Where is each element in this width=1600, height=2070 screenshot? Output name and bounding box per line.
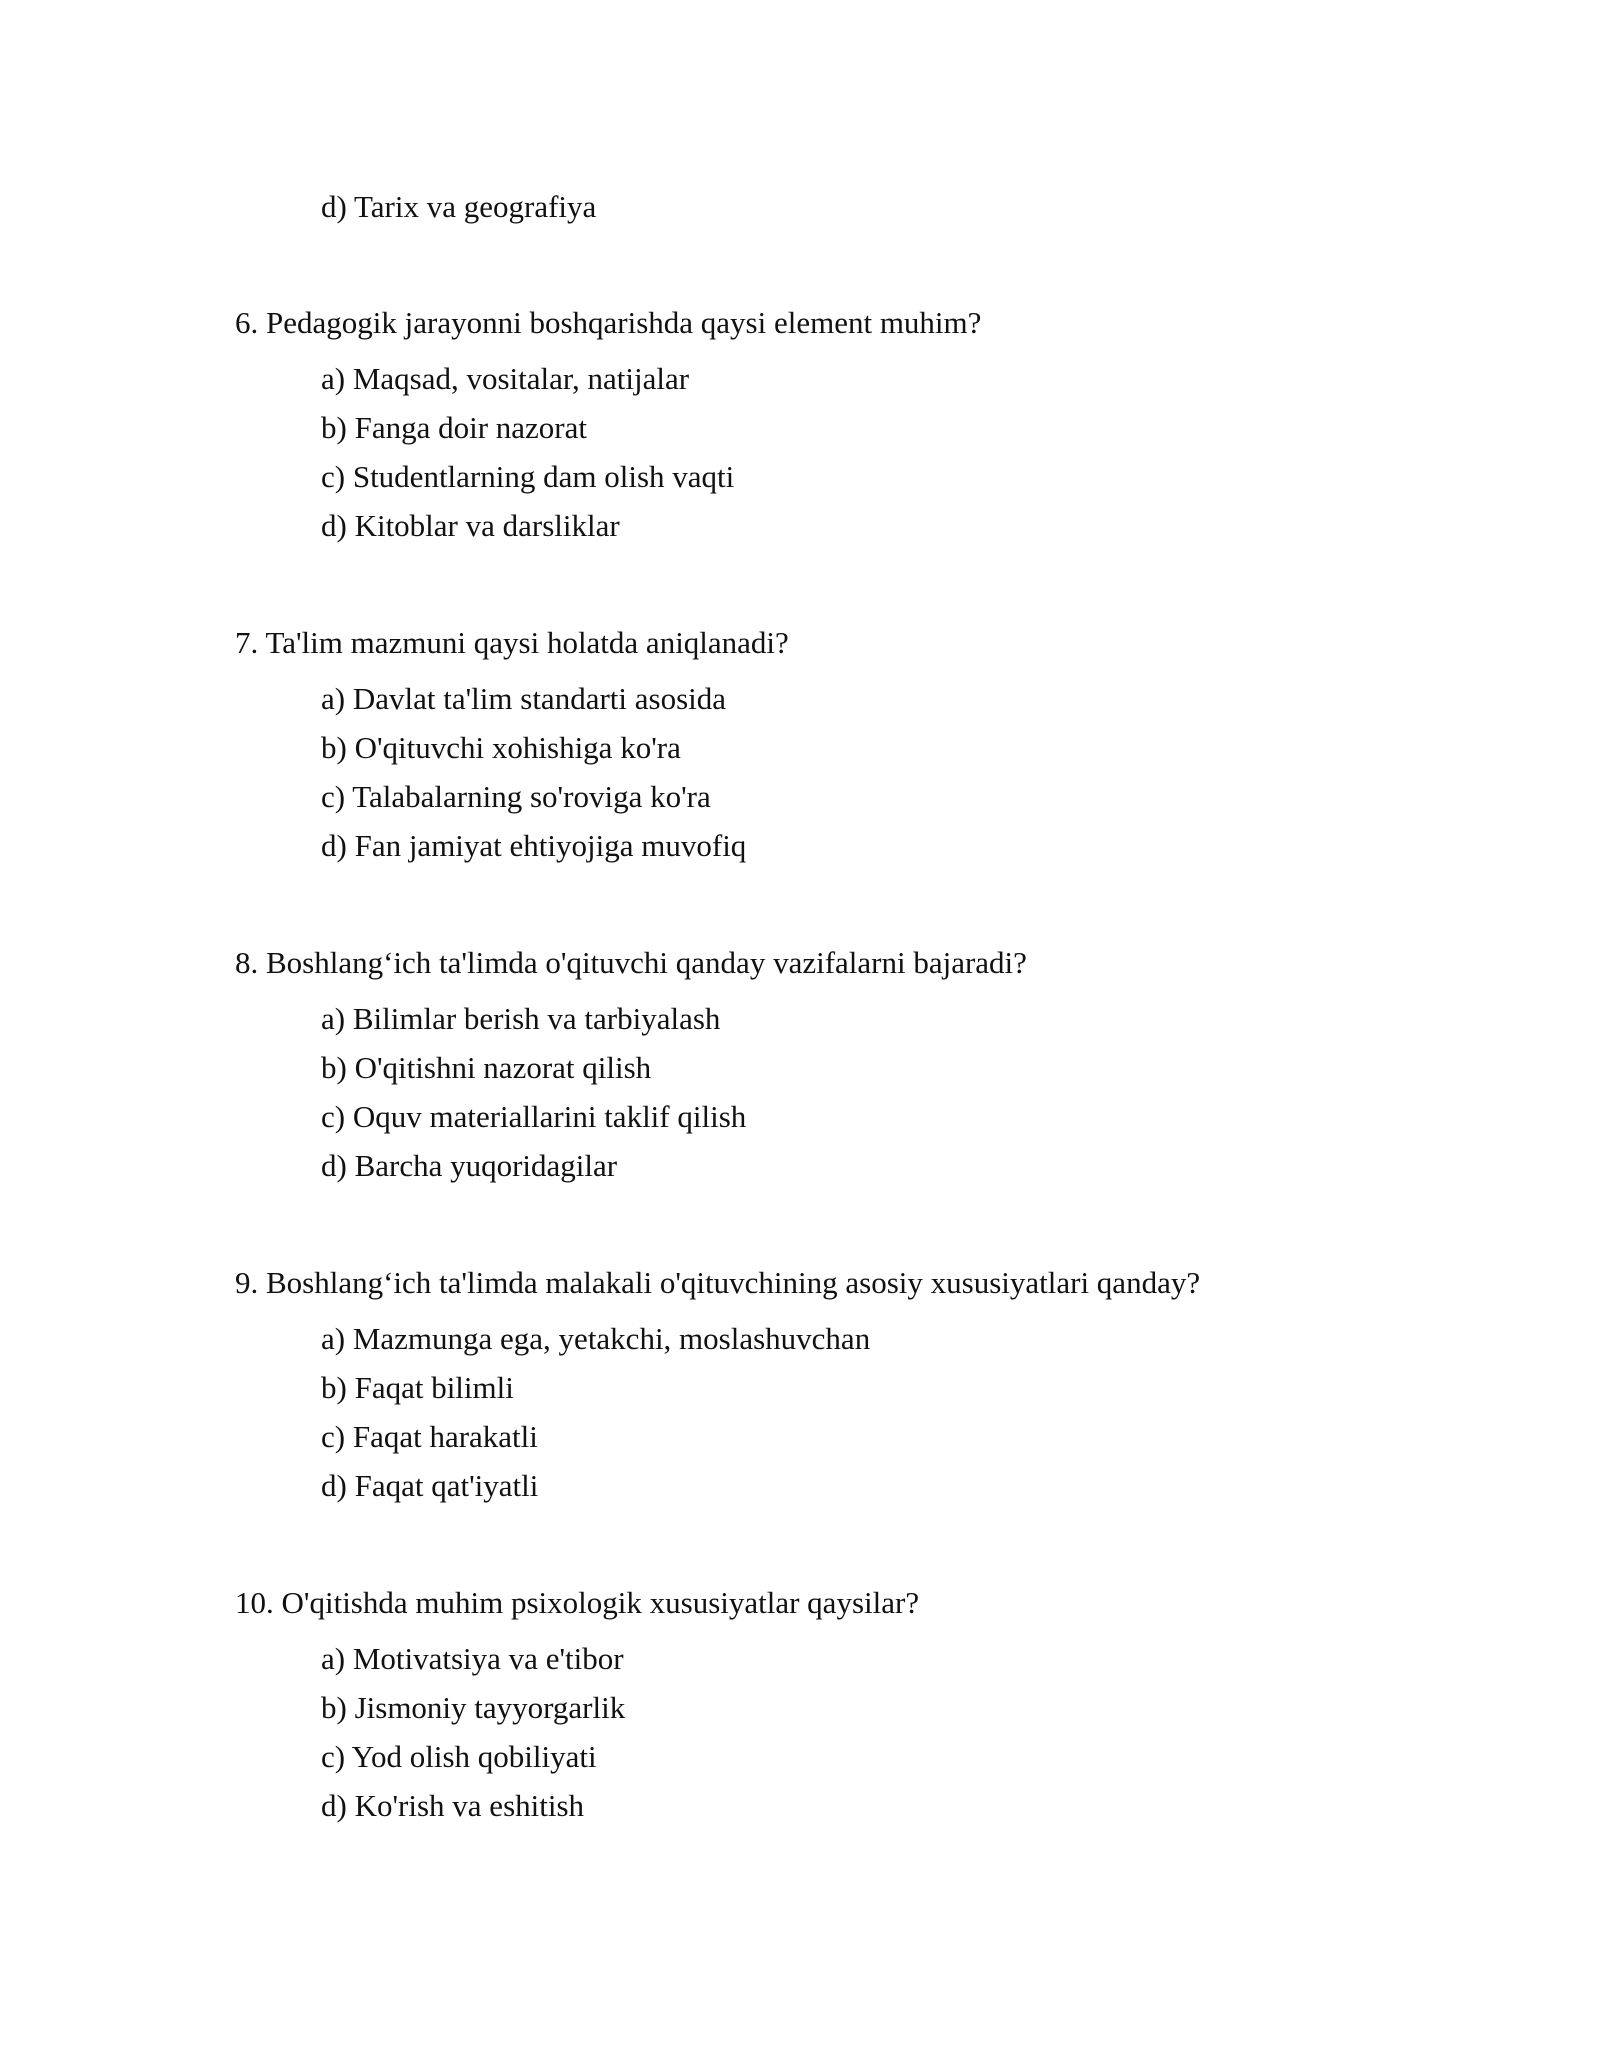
question-10-option-a: a) Motivatsiya va e'tibor: [321, 1641, 624, 1676]
question-7-option-d: d) Fan jamiyat ehtiyojiga muvofiq: [321, 828, 747, 863]
leading-option: d) Tarix va geografiya: [321, 189, 597, 224]
question-6-option-b: b) Fanga doir nazorat: [321, 410, 587, 445]
question-9-option-d: d) Faqat qat'iyatli: [321, 1468, 539, 1503]
question-8: 8. Boshlang‘ich ta'limda o'qituvchi qanday vazifalarni bajaradi?: [235, 945, 1027, 980]
question-8-option-a: a) Bilimlar berish va tarbiyalash: [321, 1001, 721, 1036]
question-8-option-c: c) Oquv materiallarini taklif qilish: [321, 1099, 747, 1134]
question-6-option-d: d) Kitoblar va darsliklar: [321, 508, 620, 543]
question-9-option-a: a) Mazmunga ega, yetakchi, moslashuvchan: [321, 1321, 871, 1356]
question-6-option-c: c) Studentlarning dam olish vaqti: [321, 459, 735, 494]
question-7-option-a: a) Davlat ta'lim standarti asosida: [321, 681, 727, 716]
question-7: 7. Ta'lim mazmuni qaysi holatda aniqlanadi?: [235, 625, 789, 660]
question-6-option-a: a) Maqsad, vositalar, natijalar: [321, 361, 690, 396]
question-6: 6. Pedagogik jarayonni boshqarishda qaysi element muhim?: [235, 305, 982, 340]
question-7-option-b: b) O'qituvchi xohishiga ko'ra: [321, 730, 681, 765]
question-8-option-d: d) Barcha yuqoridagilar: [321, 1148, 618, 1183]
question-10-option-c: c) Yod olish qobiliyati: [321, 1739, 597, 1774]
question-8-option-b: b) O'qitishni nazorat qilish: [321, 1050, 652, 1085]
question-9: 9. Boshlang‘ich ta'limda malakali o'qituvchining asosiy xususiyatlari qanday?: [235, 1265, 1201, 1300]
question-7-option-c: c) Talabalarning so'roviga ko'ra: [321, 779, 711, 814]
question-9-option-b: b) Faqat bilimli: [321, 1370, 514, 1405]
question-10-option-b: b) Jismoniy tayyorgarlik: [321, 1690, 626, 1725]
question-10: 10. O'qitishda muhim psixologik xususiyatlar qaysilar?: [235, 1585, 920, 1620]
question-10-option-d: d) Ko'rish va eshitish: [321, 1788, 585, 1823]
question-9-option-c: c) Faqat harakatli: [321, 1419, 538, 1454]
